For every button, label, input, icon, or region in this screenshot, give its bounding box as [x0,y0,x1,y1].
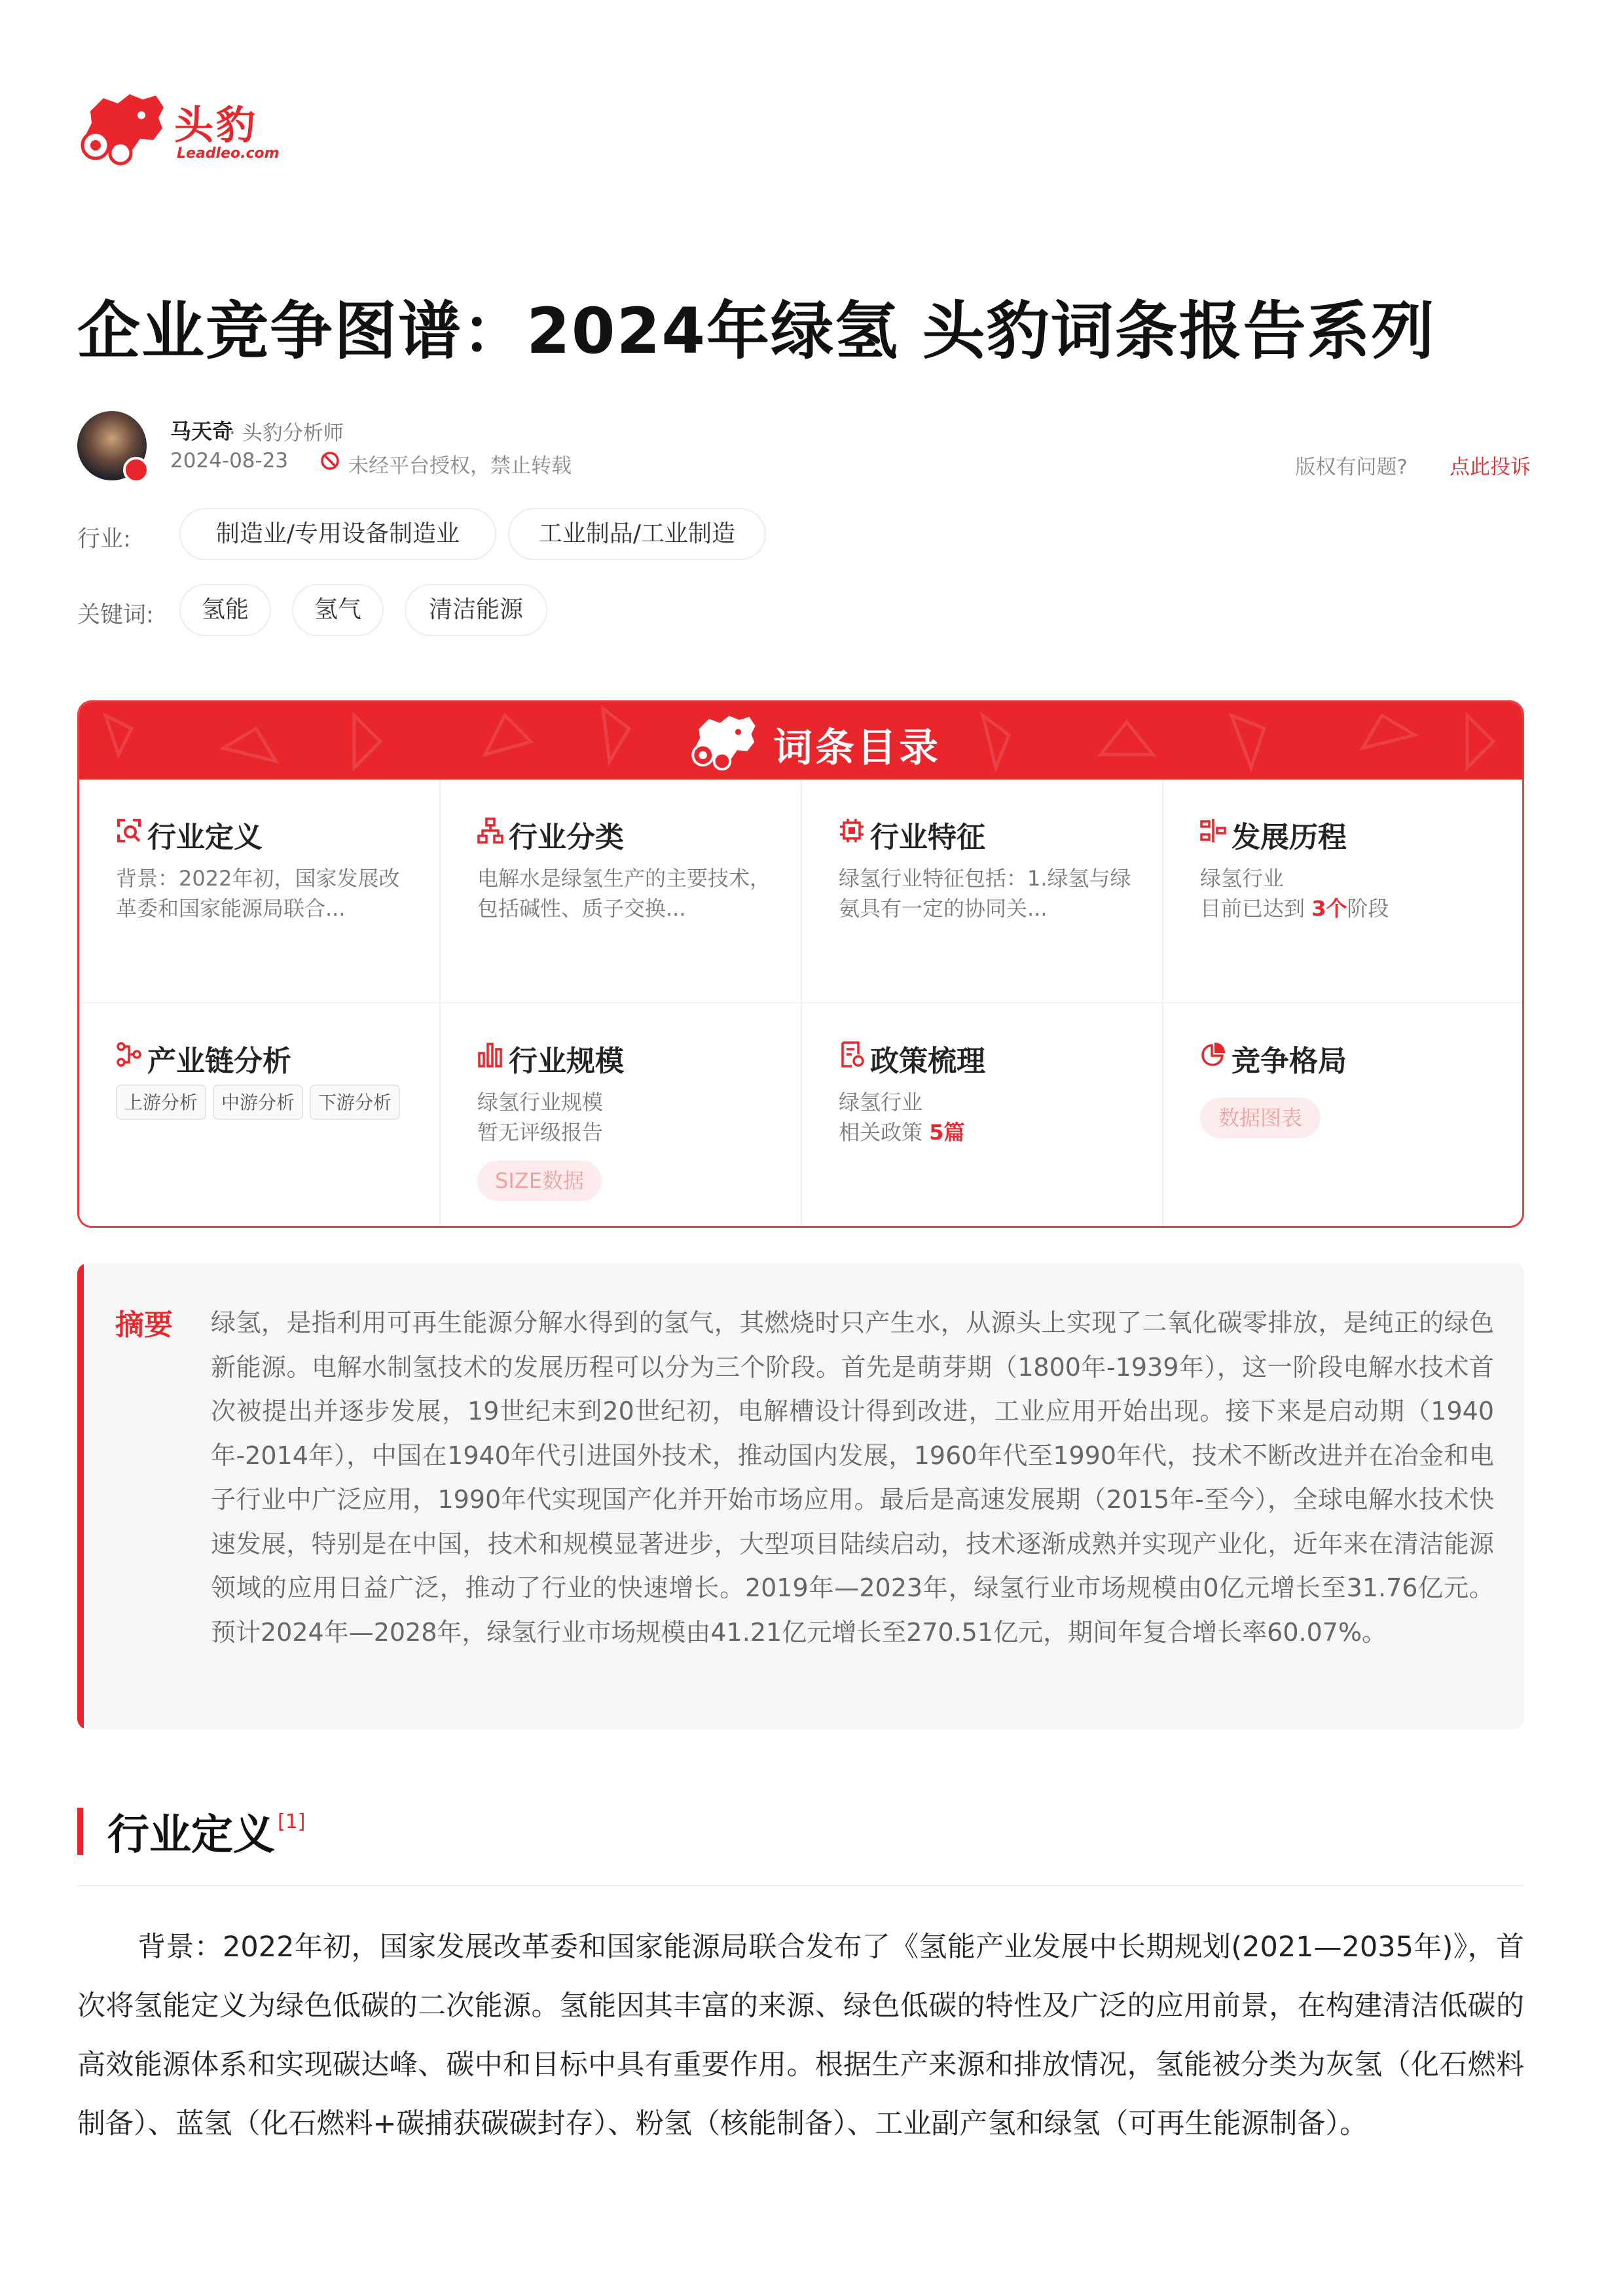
policy-document-icon [839,1041,865,1067]
toc-item-history[interactable] [1163,780,1524,1003]
toc-item-desc: 绿氢行业特征包括：1.绿氢与绿氨具有一定的协同关... [839,866,1131,921]
toc-item-title: 行业分类 [509,821,624,854]
section-divider [77,1885,1524,1886]
toc-item-desc-line [839,1117,1133,1147]
toc-title: 词条目录 [773,725,941,771]
size-data-pill[interactable]: SIZE数据 [477,1160,602,1201]
avatar-badge-icon [123,457,149,483]
industry-tag[interactable]: 工业制品/工业制造 [508,508,766,560]
timeline-icon [1200,817,1226,844]
magnify-definition-icon [116,817,142,844]
chip-feature-icon [839,817,865,844]
summary-text: 绿氢，是指利用可再生能源分解水得到的氢气，其燃烧时只产生水，从源头上实现了二氧化碳零排放，是纯正的绿色新能源。电解水制氢技术的发展历程可以分为三个阶段。首先是萌芽期（1800年-1939年），这一阶段电解水技术首次被提出并逐步发展，19世纪末到20世纪初，电解槽设计得到改进，工业应用开始出现。接下来是启动期（1940年-2014年），中国在1940年代引进国外技术，推动国内发展，1960年代至1990年代，技术不断改进并在冶金和电子行业中广泛应用，1990年代实现国产化并开始市场应用。最后是高速发展期（2015年-至今），全球电解水技术快速发展，特别是在中国，技术和规模显著进步，大型项目陆续启动，技术逐渐成熟并实现产业化，近年来在清洁能源领域的应用日益广泛，推动了行业的快速增长。2019年—2023年，绿氢行业市场规模由0亿元增长至31.76亿元。预计2024年—2028年，绿氢行业市场规模由41.21亿元增长至270.51亿元，期间年复合增长率60.07%。 [211,1308,1494,1647]
brand-name: 头豹 [174,103,258,149]
upstream-chip[interactable]: 上游分析 [116,1085,206,1120]
toc-item-desc-line [1200,893,1495,924]
midstream-chip[interactable]: 中游分析 [213,1085,303,1120]
toc-item-title: 竞争格局 [1231,1045,1347,1078]
bar-chart-icon [477,1041,503,1067]
page-title: 企业竞争图谱：2024年绿氢 头豹词条报告系列 [77,295,1436,368]
toc-item-classification[interactable] [441,780,802,1003]
avatar[interactable] [77,411,147,480]
toc-item-chain[interactable] [79,1003,441,1227]
copyright-question: 版权有问题? [1295,456,1408,479]
toc-item-desc-line: 绿氢行业规模 [477,1090,604,1115]
report-link[interactable]: 点此投诉 [1450,456,1531,479]
desc-suffix: 阶段 [1347,896,1389,921]
toc-item-desc-line: 暂无评级报告 [477,1120,604,1145]
keywords-label: 关键词: [77,602,154,628]
policy-count: 5篇 [929,1120,965,1145]
keyword-tag[interactable]: 氢能 [179,584,271,636]
toc-item-title: 行业特征 [870,821,985,854]
toc-item-definition[interactable] [79,780,441,1003]
toc-panel [77,700,1524,1228]
toc-item-features[interactable] [802,780,1163,1003]
toc-item-competition[interactable] [1163,1003,1524,1227]
toc-item-title: 产业链分析 [147,1045,291,1078]
industry-row [77,508,863,560]
toc-item-desc: 电解水是绿氢生产的主要技术，包括碱性、质子交换... [477,866,771,921]
toc-item-desc: 背景：2022年初，国家发展改革委和国家能源局联合... [116,866,400,921]
prohibited-icon [319,450,340,471]
downstream-chip[interactable]: 下游分析 [310,1085,400,1120]
toc-item-desc [1200,863,1495,924]
author-row [77,411,1531,483]
desc-prefix: 相关政策 [839,1120,923,1145]
desc-prefix: 目前已达到 [1200,896,1305,921]
toc-item-scale[interactable] [441,1003,802,1227]
section-title [107,1801,306,1861]
summary-accent-bar [77,1263,84,1729]
section-title-text: 行业定义 [107,1811,275,1859]
toc-item-title: 行业定义 [147,821,263,854]
keywords-row [77,584,732,636]
summary-box [77,1263,1524,1729]
chain-icon [116,1041,142,1067]
author-name[interactable]: 马天奇 [170,419,234,444]
toc-item-desc-line: 绿氢行业 [1200,866,1285,891]
leopard-logo-icon [77,85,169,170]
section-body: 背景：2022年初，国家发展改革委和国家能源局联合发布了《氢能产业发展中长期规划(2021—2035年)》，首次将氢能定义为绿色低碳的二次能源。氢能因其丰富的来源、绿色低碳的特性及广泛的应用前景，在构建清洁低碳的高效能源体系和实现碳达峰、碳中和目标中具有重要作用。根据生产来源和排放情况，氢能被分类为灰氢（化石燃料制备）、蓝氢（化石燃料+碳捕获碳碳封存）、粉氢（核能制备）、工业副产氢和绿氢（可再生能源制备）。 [77,1931,1524,2140]
keyword-tag[interactable]: 清洁能源 [405,584,547,636]
section-accent-bar [77,1808,83,1855]
industry-label: 行业: [77,526,131,552]
brand-logo[interactable] [77,85,280,170]
brand-site: Leadleo.com [177,145,280,162]
author-role: · 头豹分析师 [229,422,344,445]
citation-ref[interactable]: [1] [278,1810,306,1833]
stage-count: 3个 [1311,896,1347,921]
publish-date: 2024-08-23 [170,449,289,473]
data-chart-pill[interactable]: 数据图表 [1200,1098,1321,1138]
pie-chart-icon [1200,1041,1226,1067]
toc-header [79,702,1522,780]
toc-item-title: 行业规模 [509,1045,624,1078]
toc-item-desc-line: 绿氢行业 [839,1090,923,1115]
toc-leopard-icon [682,709,767,774]
toc-item-title: 发展历程 [1231,821,1347,854]
toc-item-desc [477,1087,772,1147]
keyword-tag[interactable]: 氢气 [292,584,384,636]
industry-tag[interactable]: 制造业/专用设备制造业 [179,508,496,560]
toc-item-desc [839,1087,1133,1147]
toc-item-title: 政策梳理 [870,1045,985,1078]
hierarchy-icon [477,817,503,844]
repost-notice: 未经平台授权，禁止转载 [348,454,572,478]
toc-item-policy[interactable] [802,1003,1163,1227]
summary-label: 摘要 [115,1308,173,1342]
